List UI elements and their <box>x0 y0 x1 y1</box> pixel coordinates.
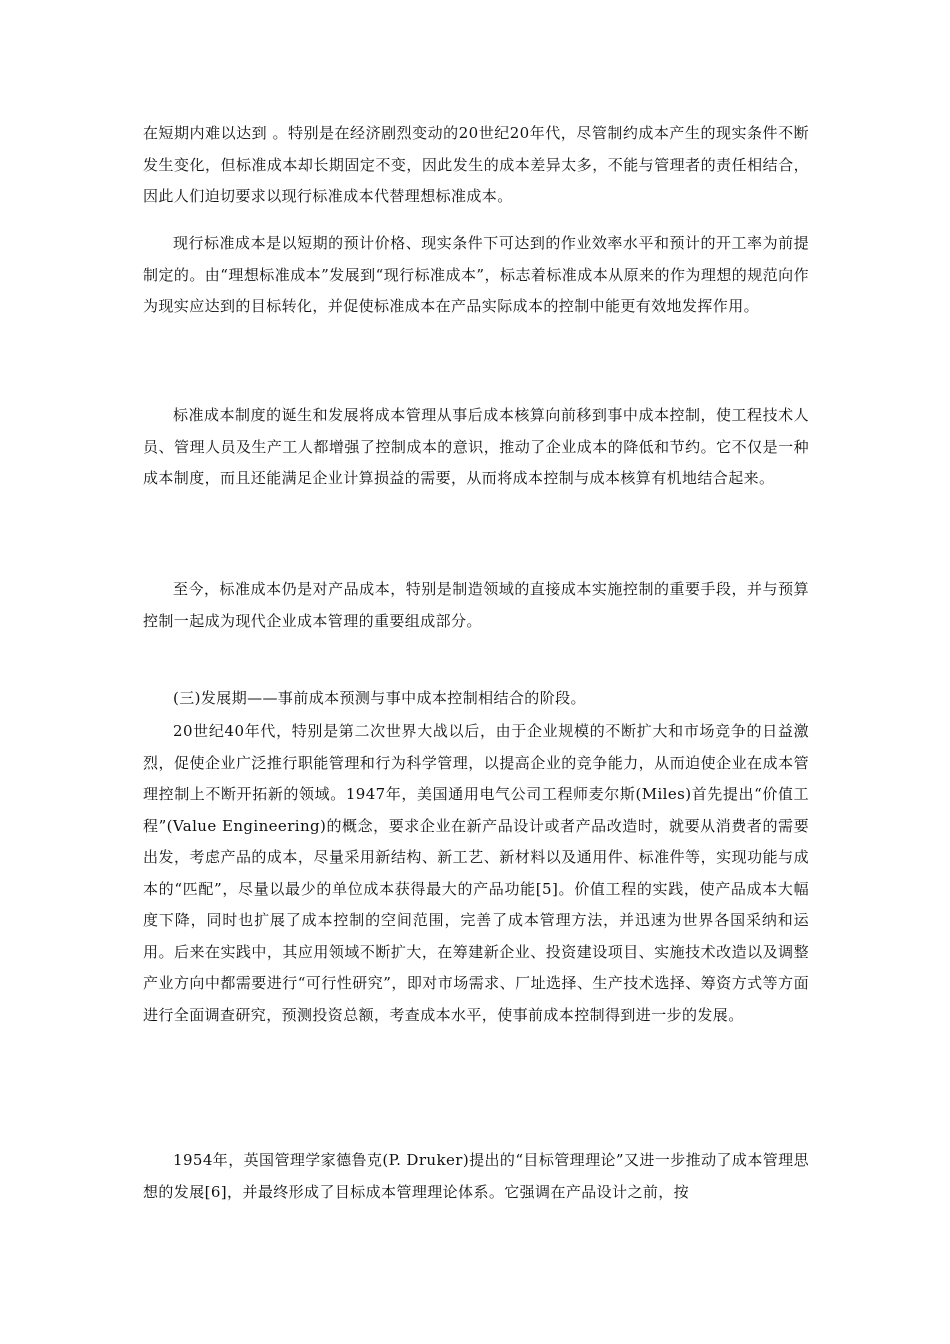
paragraph-standard-cost-system: 标准成本制度的诞生和发展将成本管理从事后成本核算向前移到事中成本控制，使工程技术人员、管理人员及生产工人都增强了控制成本的意识，推动了企业成本的降低和节约。它不仅是一种成本制度，而且还能满足企业计算损益的需要，从而将成本控制与成本核算有机地结合起来。 <box>143 406 809 487</box>
section-heading-development-period: (三)发展期——事前成本预测与事中成本控制相结合的阶段。 <box>173 689 586 707</box>
paragraph-target-management: 1954年，英国管理学家德鲁克(P. Druker)提出的“目标管理理论”又进一步推动了成本管理思想的发展[6]，并最终形成了目标成本管理理论体系。它强调在产品设计之前，按 <box>143 1151 809 1201</box>
paragraph-current-standard-cost: 现行标准成本是以短期的预计价格、现实条件下可达到的作业效率水平和预计的开工率为前提制定的。由“理想标准成本”发展到“现行标准成本”，标志着标准成本从原来的作为理想的规范向作为现实应达到的目标转化，并促使标准成本在产品实际成本的控制中能更有效地发挥作用。 <box>143 234 809 315</box>
paragraph-value-engineering: 20世纪40年代，特别是第二次世界大战以后，由于企业规模的不断扩大和市场竞争的日益激烈，促使企业广泛推行职能管理和行为科学管理，以提高企业的竞争能力，从而迫使企业在成本管理控制上不断开拓新的领域。1947年，美国通用电气公司工程师麦尔斯(Miles)首先提出“价值工程”(Value Engineering)的概念，要求企业在新产品设计或者产品改造时，就要从消费者的需要出发，考虑产品的成本，尽量采用新结构、新工艺、新材料以及通用件、标准件等，实现功能与成本的“匹配”，尽量以最少的单位成本获得最大的产品功能[5]。价值工程的实践，使产品成本大幅度下降，同时也扩展了成本控制的空间范围，完善了成本管理方法，并迅速为世界各国采纳和运用。后来在实践中，其应用领域不断扩大，在筹建新企业、投资建设项目、实施技术改造以及调整产业方向中都需要进行“可行性研究”，即对市场需求、厂址选择、生产技术选择、筹资方式等方面进行全面调查研究，预测投资总额，考查成本水平，使事前成本控制得到进一步的发展。 <box>143 722 809 1024</box>
paragraph-standard-cost-today: 至今，标准成本仍是对产品成本，特别是制造领域的直接成本实施控制的重要手段，并与预算控制一起成为现代企业成本管理的重要组成部分。 <box>143 580 809 630</box>
paragraph-standard-cost-limitations: 在短期内难以达到 。特别是在经济剧烈变动的20世纪20年代，尽管制约成本产生的现实条件不断发生变化，但标准成本却长期固定不变，因此发生的成本差异太多，不能与管理者的责任相结合，因此人们迫切要求以现行标准成本代替理想标准成本。 <box>143 124 809 205</box>
